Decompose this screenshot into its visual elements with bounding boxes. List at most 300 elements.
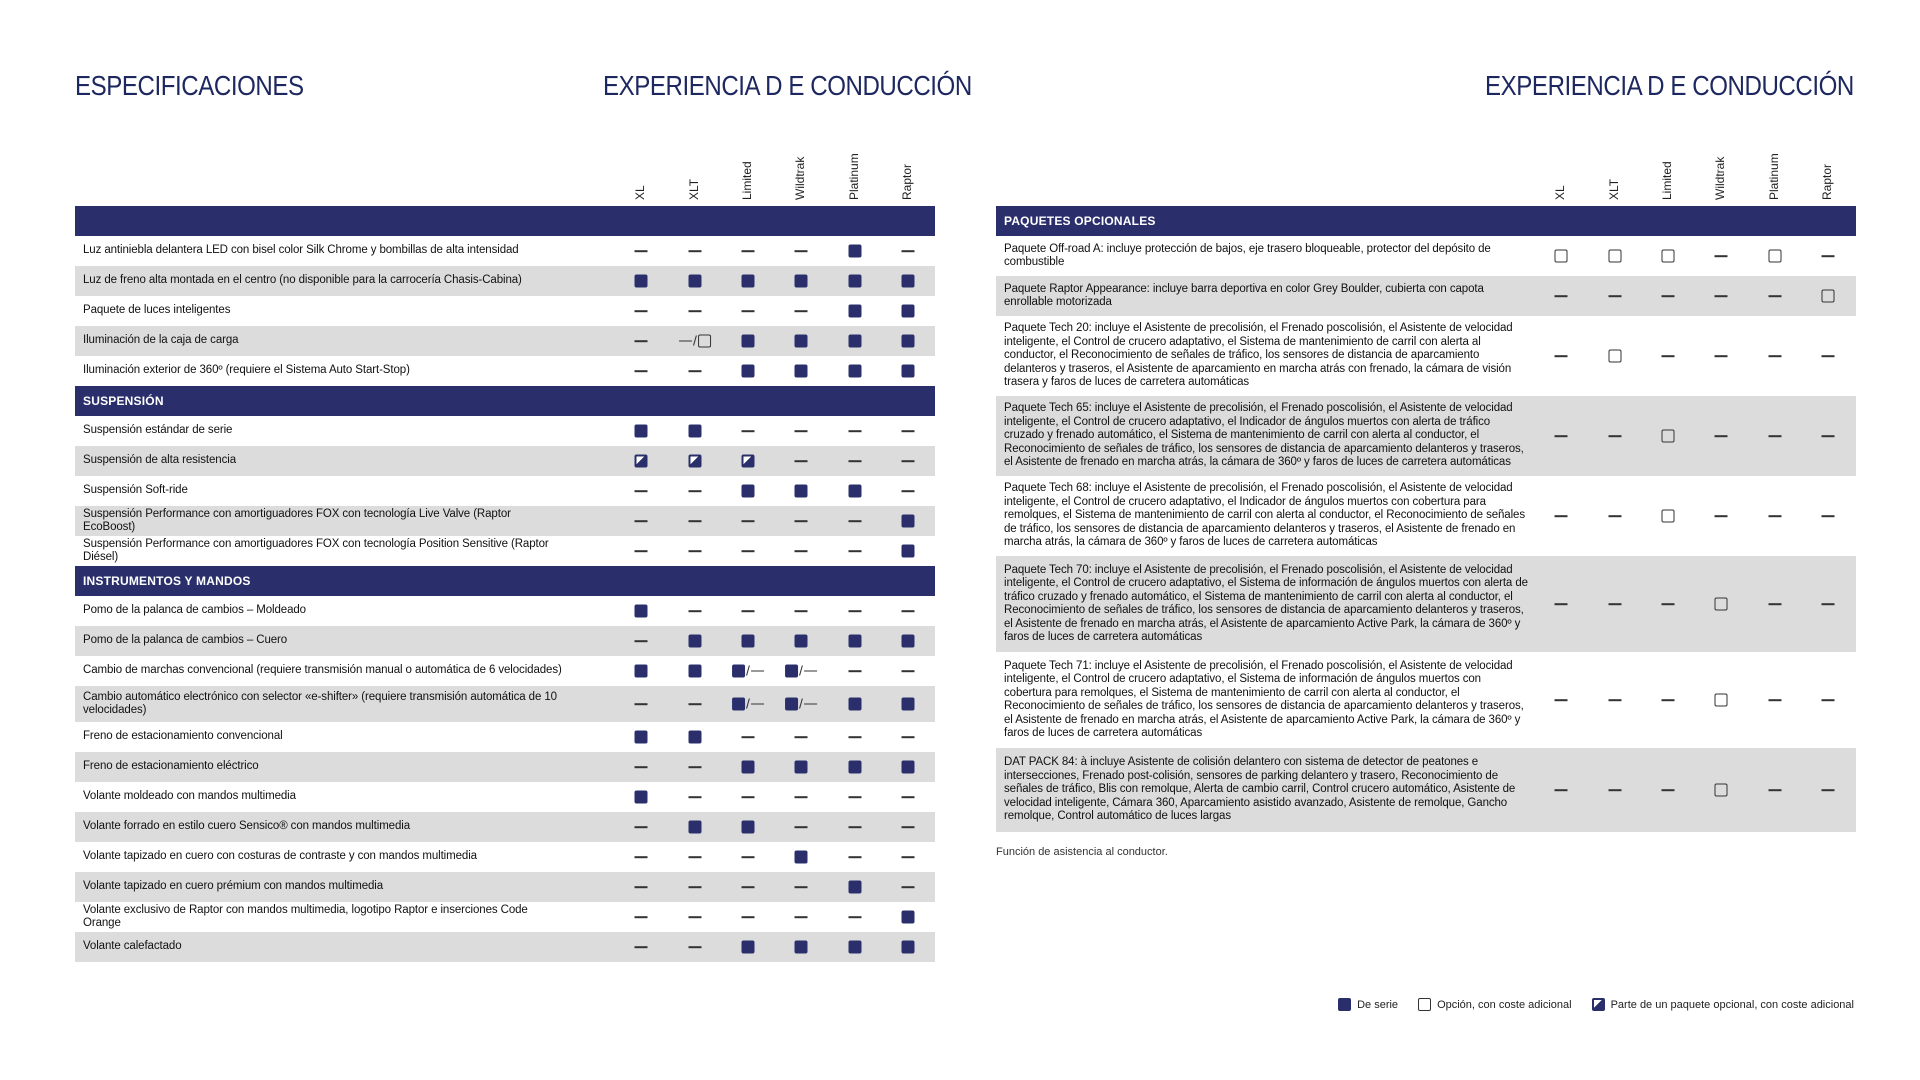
standard-square-icon [849,275,862,288]
row-label: Volante exclusivo de Raptor con mandos multimedia, logotipo Raptor e inserciones Code Orange [83,903,528,929]
row-label: Freno de estacionamiento eléctrico [83,760,259,773]
standard-or-dash-icon [785,662,817,679]
not-available-dash-icon [742,430,755,432]
availability-cell [635,490,648,492]
availability-cell [902,736,915,738]
availability-cell [795,761,808,774]
legend-standard [1338,998,1398,1011]
row-label: Cambio automático electrónico con selector «e-shifter» (requiere transmisión automática de 10 velocidades) [83,690,557,716]
not-available-dash-icon [635,340,648,342]
availability-cell [1555,435,1568,437]
standard-square-icon [849,335,862,348]
optional-square-icon [1715,598,1728,611]
standard-square-icon [795,941,808,954]
row-label: Cambio de marchas convencional (requiere transmisión manual o automática de 6 velocidades) [83,664,562,677]
section-header-bar: SUSPENSIÓN [75,386,935,416]
column-header-label: Limited [1660,161,1674,200]
column-header-label: Platinum [847,153,861,200]
availability-cell [902,365,915,378]
availability-cell [795,430,808,432]
column-header-label: Limited [740,161,754,200]
availability-cell [1555,355,1568,357]
table-row [75,932,935,962]
standard-square-icon [902,635,915,648]
optional-square-icon [1662,510,1675,523]
not-available-dash-icon [795,250,808,252]
availability-cell [689,796,702,798]
standard-square-icon [795,335,808,348]
availability-cell [635,425,648,438]
table-row [75,902,935,932]
availability-cell [1662,250,1675,263]
availability-cell [849,365,862,378]
availability-cell [742,736,755,738]
availability-cell [902,250,915,252]
availability-cell [849,761,862,774]
availability-cell [1555,789,1568,791]
not-available-dash-icon [1609,603,1622,605]
optional-square-icon [698,335,711,348]
not-available-dash-icon [742,796,755,798]
availability-cell [742,796,755,798]
standard-square-icon [849,941,862,954]
availability-cell [742,886,755,888]
not-available-dash-icon [795,796,808,798]
slash-glyph: / [693,332,697,349]
availability-cell [902,670,915,672]
section-header-bar [75,206,935,236]
availability-cell [1715,255,1728,257]
availability-cell [902,761,915,774]
standard-or-dash-icon [732,662,764,679]
not-available-dash-icon [1715,515,1728,517]
standard-square-icon [635,791,648,804]
not-available-dash-icon [689,796,702,798]
legend-optional-label: Opción, con coste adicional [1437,998,1572,1011]
column-header-label: XLT [687,178,701,200]
availability-cell [1822,515,1835,517]
not-available-dash-icon [635,856,648,858]
availability-cell [635,640,648,642]
not-available-dash-icon [1609,789,1622,791]
column-header-label: Raptor [1820,163,1834,200]
row-label: Volante calefactado [83,940,182,953]
row-label: Luz de freno alta montada en el centro (no disponible para la carrocería Chasis-Cabina) [83,274,522,287]
not-available-dash-icon [742,310,755,312]
availability-cell [689,731,702,744]
row-label: Paquete Tech 70: incluye el Asistente de precolisión, el Frenado poscolisión, el Asistente de velocidad inteligente, el Control de crucero adaptativo, el Sistema de información de ángulos muertos con alerta de tráfico cruzado y frenado automático, el Sistema de mantenimiento de carril con alerta al conductor, el Reconocimiento de señales de tráfico, los sensores de distancia de aparcamiento delanteros y traseros, el Asistente de frenado en marcha atrás, el Asistente de aparcamiento Active Park, la cámara de 360º y faros de luces de carretera automáticas [1004,563,1528,643]
standard-square-icon [635,665,648,678]
right-column-header [1818,140,1838,200]
legend-standard-label: De serie [1357,998,1399,1011]
not-available-dash-icon [849,916,862,918]
not-available-dash-icon [795,886,808,888]
row-label: Volante forrado en estilo cuero Sensico® con mandos multimedia [83,820,411,833]
availability-cell [795,826,808,828]
not-available-dash-icon [742,856,755,858]
availability-cell [1609,435,1622,437]
standard-square-icon [689,635,702,648]
availability-cell [849,245,862,258]
package-square-icon [742,455,755,468]
table-row [75,326,935,356]
not-available-dash-icon [1769,435,1782,437]
not-available-dash-icon [795,550,808,552]
not-available-dash-icon [689,916,702,918]
row-label: DAT PACK 84: à incluye Asistente de colisión delantero con sistema de detector de peatones e intersecciones, Frenado post-colisión, sensores de parking delantero y trasero, Reconocimiento de señales de tráfico, Blis con remolque, Alerta de cambio carril, Control crucero automático, Asistente de velocidad inteligente, Cámara 360, Aparcamiento asistido avanzado, Asistente de remolque, Gancho remolque, Control automático de luces largas [1004,756,1516,823]
availability-cell [849,305,862,318]
not-available-dash-icon [751,703,764,705]
not-available-dash-icon [689,856,702,858]
availability-cell [1609,250,1622,263]
availability-cell [689,916,702,918]
row-label: Pomo de la palanca de cambios – Cuero [83,634,288,647]
row-label: Iluminación exterior de 360º (requiere el Sistema Auto Start-Stop) [83,364,410,377]
package-square-icon [1592,998,1605,1011]
standard-square-icon [795,365,808,378]
availability-cell [1715,355,1728,357]
standard-square-icon [849,698,862,711]
standard-square-icon [849,635,862,648]
not-available-dash-icon [795,460,808,462]
not-available-dash-icon [742,610,755,612]
legend [1318,998,1854,1011]
availability-cell [742,941,755,954]
availability-cell [849,826,862,828]
availability-cell [1609,515,1622,517]
standard-square-icon [849,305,862,318]
not-available-dash-icon [1822,603,1835,605]
availability-cell [689,856,702,858]
availability-cell [902,490,915,492]
availability-cell [689,703,702,705]
column-headers-right [0,140,1920,200]
availability-cell [689,821,702,834]
row-label: Suspensión Performance con amortiguadores FOX con tecnología Live Valve (Raptor EcoBoost) [83,507,511,533]
availability-cell [742,916,755,918]
row-label: Suspensión estándar de serie [83,424,233,437]
not-available-dash-icon [742,250,755,252]
package-square-icon [689,455,702,468]
availability-cell [635,370,648,372]
table-row [75,296,935,326]
not-available-dash-icon [689,946,702,948]
availability-cell [1555,699,1568,701]
availability-cell [902,911,915,924]
availability-cell [795,275,808,288]
availability-cell [849,736,862,738]
standard-square-icon [849,485,862,498]
not-available-dash-icon [635,310,648,312]
not-available-dash-icon [795,430,808,432]
column-header-label: XLT [1607,178,1621,200]
availability-cell [635,275,648,288]
availability-cell [902,635,915,648]
availability-cell [849,275,862,288]
standard-square-icon [742,335,755,348]
availability-cell [795,796,808,798]
standard-square-icon [902,275,915,288]
not-available-dash-icon [635,766,648,768]
availability-cell [1609,789,1622,791]
not-available-dash-icon [742,736,755,738]
availability-cell [902,610,915,612]
not-available-dash-icon [795,520,808,522]
standard-square-icon [849,761,862,774]
table-row [75,782,935,812]
standard-square-icon [689,821,702,834]
availability-cell [742,485,755,498]
optional-square-icon [1609,250,1622,263]
availability-cell [1822,603,1835,605]
not-available-dash-icon [1609,699,1622,701]
slash-glyph: / [799,662,803,679]
availability-cell [849,335,862,348]
not-available-dash-icon [902,886,915,888]
not-available-dash-icon [795,310,808,312]
availability-cell [689,455,702,468]
legend-optional [1418,998,1572,1011]
availability-cell [849,485,862,498]
availability-cell [1662,355,1675,357]
not-available-dash-icon [689,490,702,492]
availability-cell [902,886,915,888]
not-available-dash-icon [795,826,808,828]
not-available-dash-icon [849,610,862,612]
standard-or-dash-icon [732,695,764,712]
not-available-dash-icon [1769,699,1782,701]
availability-cell [795,851,808,864]
table-row [75,686,935,722]
availability-cell [742,430,755,432]
standard-square-icon [689,425,702,438]
standard-square-icon [635,605,648,618]
availability-cell [795,250,808,252]
table-row [996,396,1856,476]
not-available-dash-icon [751,670,764,672]
availability-cell [635,766,648,768]
availability-cell [795,550,808,552]
column-header-label: Platinum [1767,153,1781,200]
availability-cell [1769,355,1782,357]
table-row [75,842,935,872]
availability-cell [795,886,808,888]
availability-cell [785,695,817,712]
section-header-bar: INSTRUMENTOS Y MANDOS [75,566,935,596]
column-header-label: XL [633,185,647,200]
not-available-dash-icon [849,736,862,738]
not-available-dash-icon [902,490,915,492]
availability-cell [1715,295,1728,297]
not-available-dash-icon [1555,435,1568,437]
availability-cell [795,736,808,738]
table-row [75,266,935,296]
not-available-dash-icon [795,610,808,612]
table-row [996,652,1856,748]
availability-cell [635,250,648,252]
availability-cell [635,605,648,618]
availability-cell [1769,250,1782,263]
not-available-dash-icon [902,430,915,432]
availability-cell [795,610,808,612]
availability-cell [689,635,702,648]
package-square-icon [635,455,648,468]
row-label: Paquete Raptor Appearance: incluye barra deportiva en color Grey Boulder, cubierta con capota enrollable motorizada [1004,282,1484,308]
optional-square-icon [1609,350,1622,363]
standard-square-icon [635,731,648,744]
standard-square-icon [689,665,702,678]
availability-cell [849,796,862,798]
availability-cell [1822,290,1835,303]
standard-square-icon [849,245,862,258]
availability-cell [902,275,915,288]
availability-cell [849,610,862,612]
not-available-dash-icon [795,736,808,738]
not-available-dash-icon [902,460,915,462]
not-available-dash-icon [635,370,648,372]
availability-cell [689,490,702,492]
row-label: Paquete Tech 20: incluye el Asistente de precolisión, el Frenado poscolisión, el Asistente de velocidad inteligente, el Control de crucero adaptativo, el Sistema de mantenimiento de carril con alerta al conductor, el Reconocimiento de señales de tráfico, los sensores de distancia de aparcamiento delanteros y traseros, el Asistente de aparcamiento en marcha atrás con frenado, la cámara de visión trasera y faros de luces de carretera automáticas [1004,322,1513,389]
standard-square-icon [785,698,798,711]
availability-cell [635,886,648,888]
row-label: Volante tapizado en cuero prémium con mandos multimedia [83,880,384,893]
table-row [75,356,935,386]
availability-cell [849,430,862,432]
not-available-dash-icon [689,703,702,705]
not-available-dash-icon [689,250,702,252]
availability-cell [1555,295,1568,297]
row-label: Paquete de luces inteligentes [83,304,231,317]
standard-square-icon [849,365,862,378]
not-available-dash-icon [1769,355,1782,357]
standard-square-icon [902,941,915,954]
availability-cell [849,550,862,552]
standard-square-icon [732,665,745,678]
optional-square-icon [1662,430,1675,443]
dash-or-optional-icon [679,332,711,349]
availability-cell [635,703,648,705]
not-available-dash-icon [1715,355,1728,357]
availability-cell [742,275,755,288]
availability-cell [635,340,648,342]
standard-or-dash-icon [785,695,817,712]
not-available-dash-icon [1662,789,1675,791]
not-available-dash-icon [1555,603,1568,605]
standard-square-icon [785,665,798,678]
availability-cell [689,550,702,552]
availability-cell [635,826,648,828]
availability-cell [795,941,808,954]
availability-cell [849,635,862,648]
availability-cell [1769,603,1782,605]
standard-square-icon [742,635,755,648]
not-available-dash-icon [635,550,648,552]
not-available-dash-icon [1769,295,1782,297]
optional-square-icon [1555,250,1568,263]
availability-cell [785,662,817,679]
not-available-dash-icon [849,430,862,432]
not-available-dash-icon [902,856,915,858]
not-available-dash-icon [689,886,702,888]
row-label: Volante moldeado con mandos multimedia [83,790,296,803]
column-header-label: XL [1553,185,1567,200]
not-available-dash-icon [1555,295,1568,297]
availability-cell [1555,515,1568,517]
availability-cell [849,460,862,462]
availability-cell [635,731,648,744]
table-row [75,476,935,506]
not-available-dash-icon [902,670,915,672]
availability-cell [689,665,702,678]
not-available-dash-icon [804,670,817,672]
availability-cell [635,520,648,522]
not-available-dash-icon [795,916,808,918]
standard-square-icon [849,881,862,894]
availability-cell [795,520,808,522]
availability-cell [849,916,862,918]
row-label: Iluminación de la caja de carga [83,334,239,347]
standard-square-icon [742,941,755,954]
availability-cell [635,665,648,678]
table-row [996,748,1856,832]
availability-cell [742,761,755,774]
row-label: Paquete Tech 71: incluye el Asistente de precolisión, el Frenado poscolisión, el Asistente de velocidad inteligente, el Control de crucero adaptativo, el Sistema de información de ángulos muertos con cobertura para remolques, el Sistema de mantenimiento de carril con alerta al conductor, el Reconocimiento de señales de tráfico, los sensores de distancia de aparcamiento delanteros y traseros, el Asistente de frenado en marcha atrás, el Asistente de aparcamiento Active Park, la cámara de 360º y faros de luces de carretera automáticas [1004,659,1524,739]
not-available-dash-icon [1555,515,1568,517]
table-row [75,872,935,902]
not-available-dash-icon [1662,355,1675,357]
optional-square-icon [1662,250,1675,263]
not-available-dash-icon [1555,789,1568,791]
not-available-dash-icon [689,766,702,768]
not-available-dash-icon [849,670,862,672]
standard-square-icon [795,761,808,774]
availability-cell [1822,789,1835,791]
availability-cell [1662,510,1675,523]
not-available-dash-icon [1662,603,1675,605]
availability-cell [1769,515,1782,517]
not-available-dash-icon [1715,255,1728,257]
availability-cell [795,916,808,918]
standard-square-icon [742,761,755,774]
not-available-dash-icon [849,520,862,522]
spec-table-left [75,206,935,962]
not-available-dash-icon [1822,699,1835,701]
not-available-dash-icon [849,460,862,462]
availability-cell [742,335,755,348]
availability-cell [1822,255,1835,257]
table-row [75,536,935,566]
availability-cell [742,520,755,522]
not-available-dash-icon [902,736,915,738]
availability-cell [689,946,702,948]
column-header-label: Raptor [900,163,914,200]
table-row [996,316,1856,396]
availability-cell [902,335,915,348]
table-row [996,476,1856,556]
availability-cell [679,332,711,349]
availability-cell [902,460,915,462]
standard-square-icon [732,698,745,711]
availability-cell [689,886,702,888]
table-row [75,236,935,266]
legend-package-label: Parte de un paquete opcional, con coste adicional [1610,998,1854,1011]
table-row [75,626,935,656]
table-row [75,506,935,536]
not-available-dash-icon [1822,435,1835,437]
availability-cell [742,610,755,612]
not-available-dash-icon [635,490,648,492]
availability-cell [849,856,862,858]
